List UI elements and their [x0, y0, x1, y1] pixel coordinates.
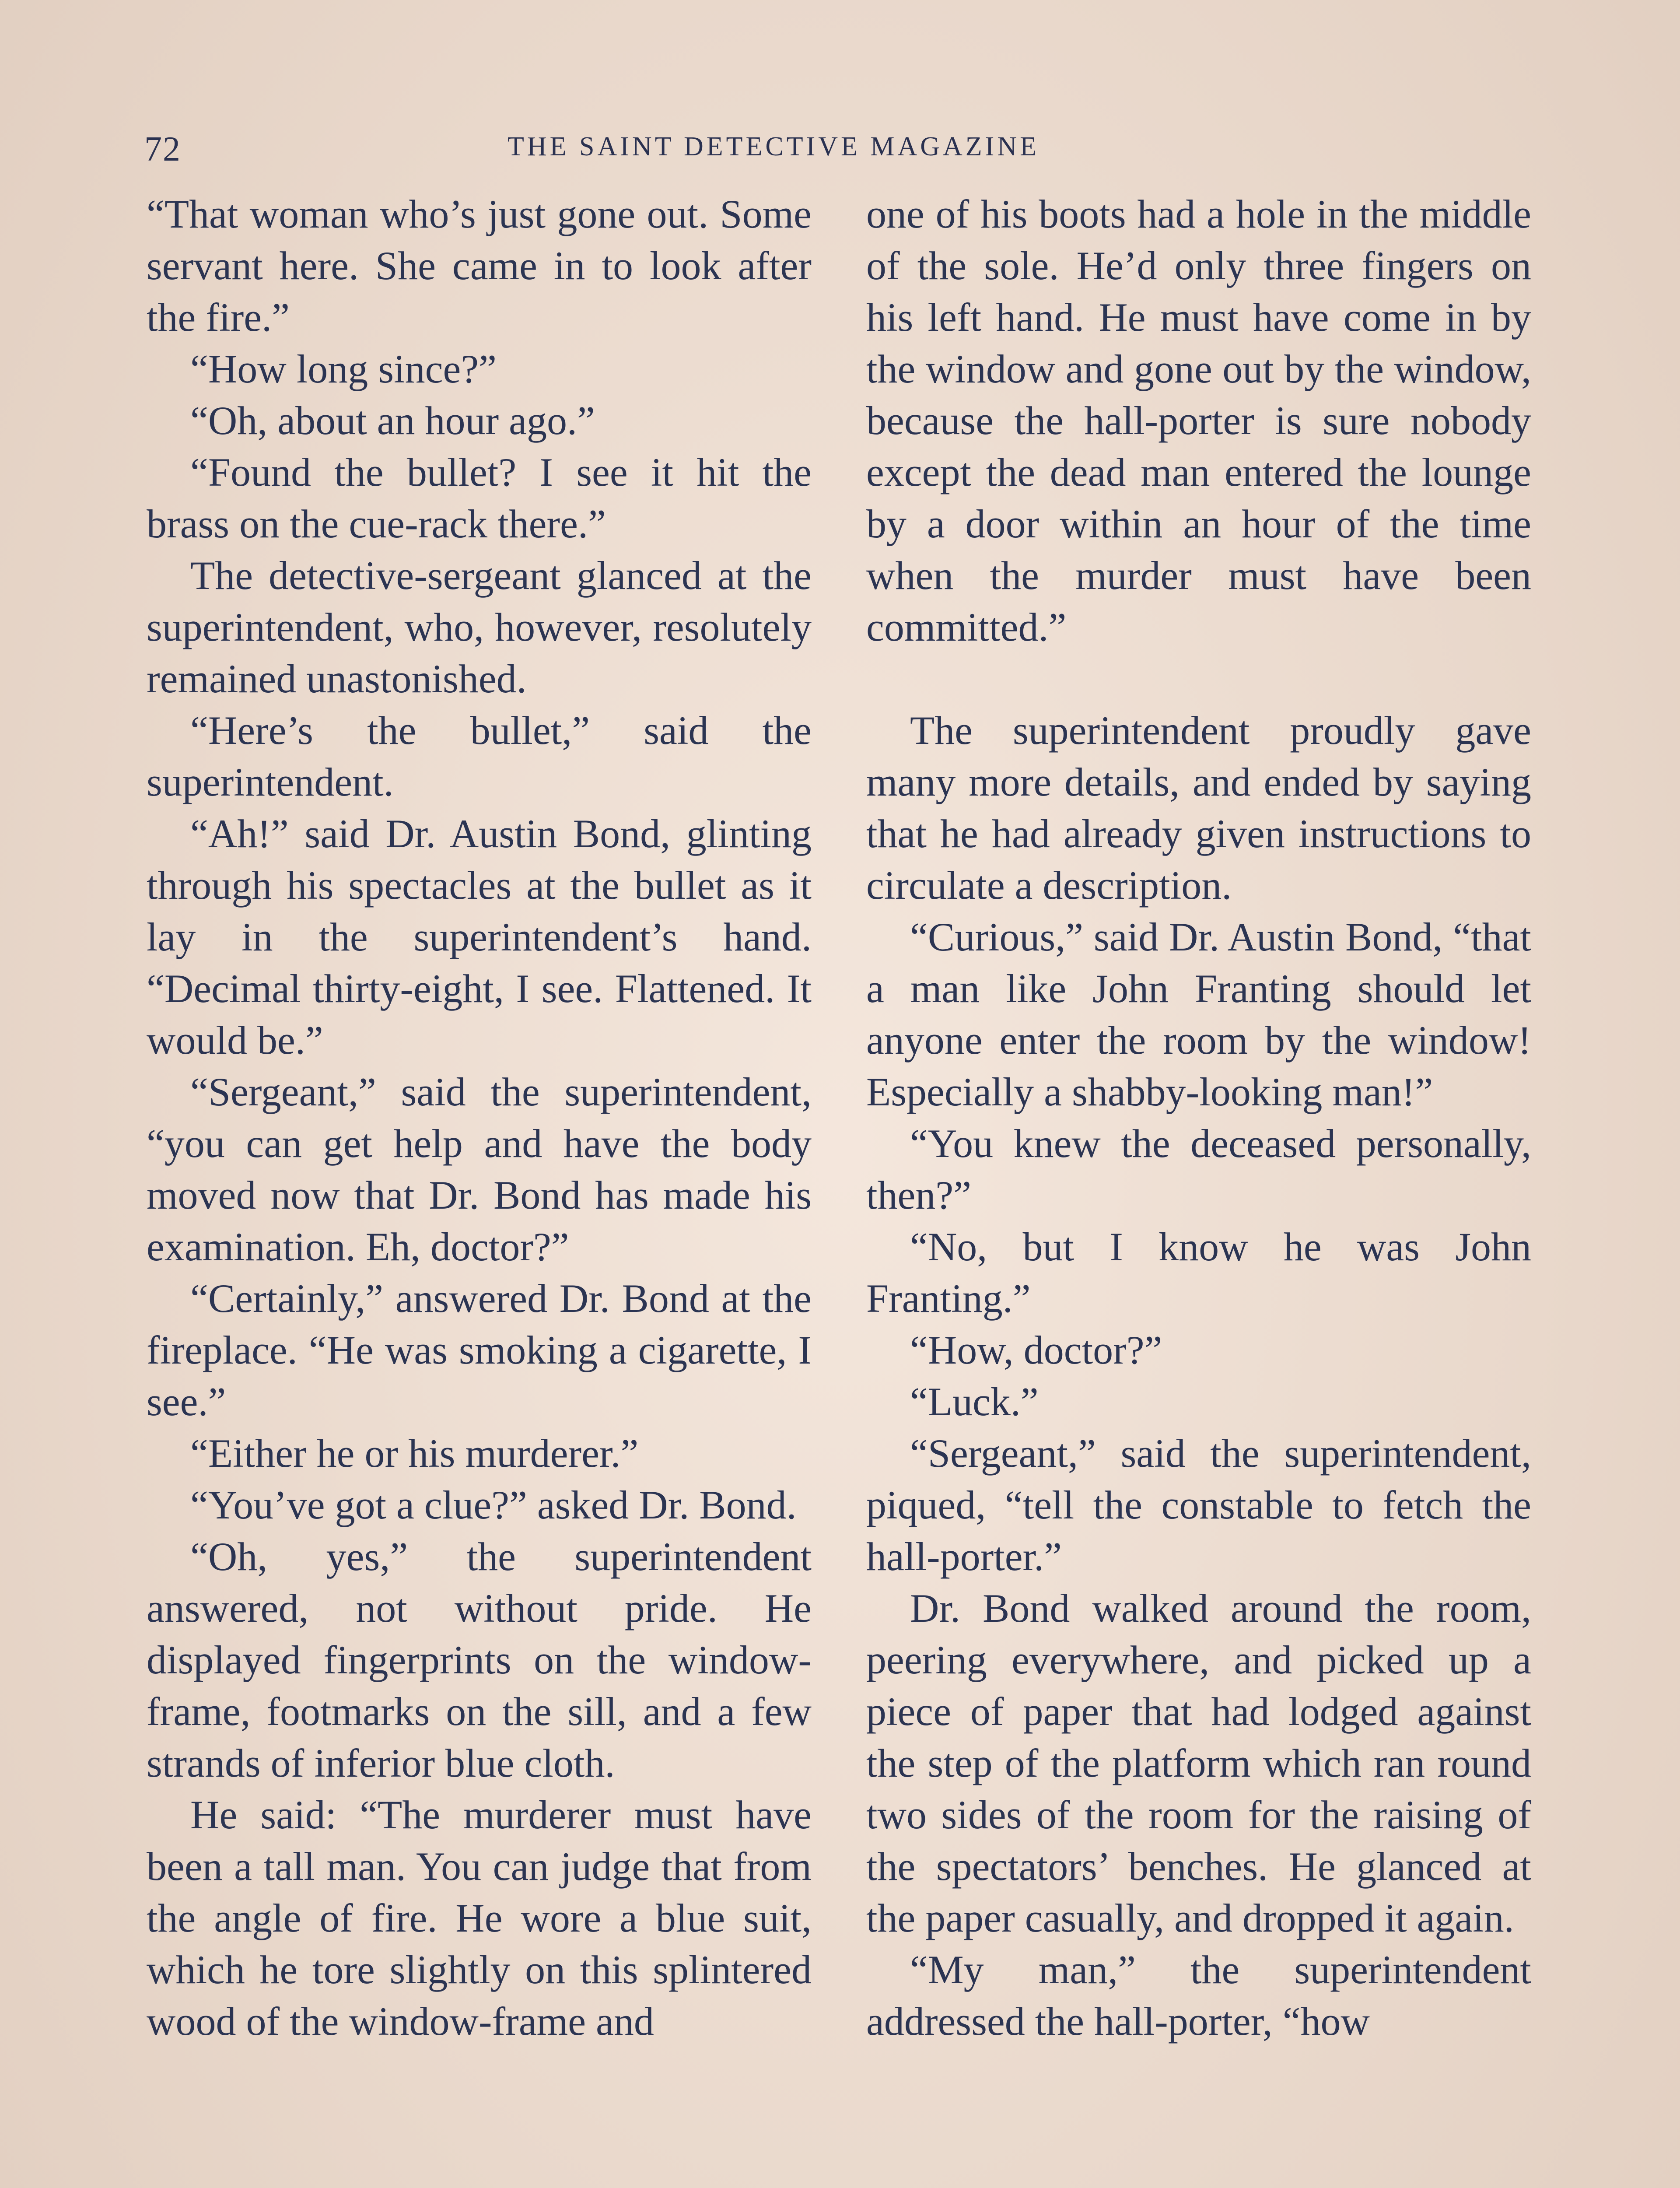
paragraph: The detective-sergeant glanced at the superintendent, who, however, resolutely remained unastonished.	[147, 553, 812, 701]
paragraph: “Curious,” said Dr. Austin Bond, “that a man like John Franting should let anyone enter the room by the window! Especially a shabby-looking man!”	[866, 915, 1531, 1114]
paragraph: “Here’s the bullet,” said the superintendent.	[147, 708, 812, 804]
paragraph: “Found the bullet? I see it hit the brass on the cue-rack there.”	[147, 450, 812, 546]
continued-paragraph: one of his boots had a hole in the middle of the sole. He’d only three fingers on his left hand. He must have come in by the window and gone out by the window, because the hall-porter is sure nobody except the dead man entered the lounge by a door within an hour of the time when the murder must have been committed.”	[866, 192, 1531, 649]
paragraph: “No, but I know he was John Franting.”	[866, 1224, 1531, 1321]
paragraph: “How long since?”	[190, 347, 497, 391]
paragraph: “You knew the deceased personally, then?”	[866, 1121, 1531, 1217]
paragraph: “Sergeant,” said the superintendent, “you can get help and have the body moved now that Dr. Bond has made his examination. Eh, doctor?”	[147, 1069, 812, 1269]
paragraph: “Oh, about an hour ago.”	[190, 398, 595, 443]
paragraph: The superintendent proudly gave many more details, and ended by saying that he had already given instructions to circulate a description.	[866, 708, 1531, 908]
paragraph: “Certainly,” answered Dr. Bond at the fireplace. “He was smoking a cigarette, I see.”	[147, 1276, 812, 1424]
paragraph: “My man,” the superintendent addressed the hall-porter, “how	[866, 1947, 1531, 2044]
running-head: THE SAINT DETECTIVE MAGAZINE	[508, 132, 1040, 161]
left-column	[147, 188, 812, 2047]
right-column	[866, 188, 1531, 2047]
page-header	[144, 130, 1536, 182]
paragraph: Dr. Bond walked around the room, peering everywhere, and picked up a piece of paper that had lodged against the step of the platform which ran round two sides of the room for the raising of the spectators’ benches. He glanced at the paper casually, and dropped it again.	[866, 1586, 1531, 1940]
paragraph: “Sergeant,” said the superintendent, piqued, “tell the constable to fetch the hall-porter.”	[866, 1431, 1531, 1579]
paragraph: “Either he or his murderer.”	[190, 1431, 639, 1476]
page-number: 72	[144, 130, 181, 168]
paragraph: “That woman who’s just gone out. Some servant here. She came in to look after the fire.”	[147, 192, 812, 340]
paragraph: He said: “The murderer must have been a tall man. You can judge that from the angle of fire. He wore a blue suit, which he tore slightly on this splintered wood of the window-frame and	[147, 1792, 812, 2044]
paragraph: “How, doctor?”	[910, 1328, 1162, 1372]
paragraph: “Luck.”	[910, 1379, 1039, 1424]
paragraph: “Oh, yes,” the superintendent answered, not without pride. He displayed fingerprints on the window-frame, footmarks on the sill, and a few strands of inferior blue cloth.	[147, 1534, 812, 1785]
paragraph: “Ah!” said Dr. Austin Bond, glinting through his spectacles at the bullet as it lay in the superintendent’s hand. “Decimal thirty-eight, I see. Flattened. It would be.”	[147, 811, 812, 1062]
paragraph: “You’ve got a clue?” asked Dr. Bond.	[190, 1483, 797, 1527]
